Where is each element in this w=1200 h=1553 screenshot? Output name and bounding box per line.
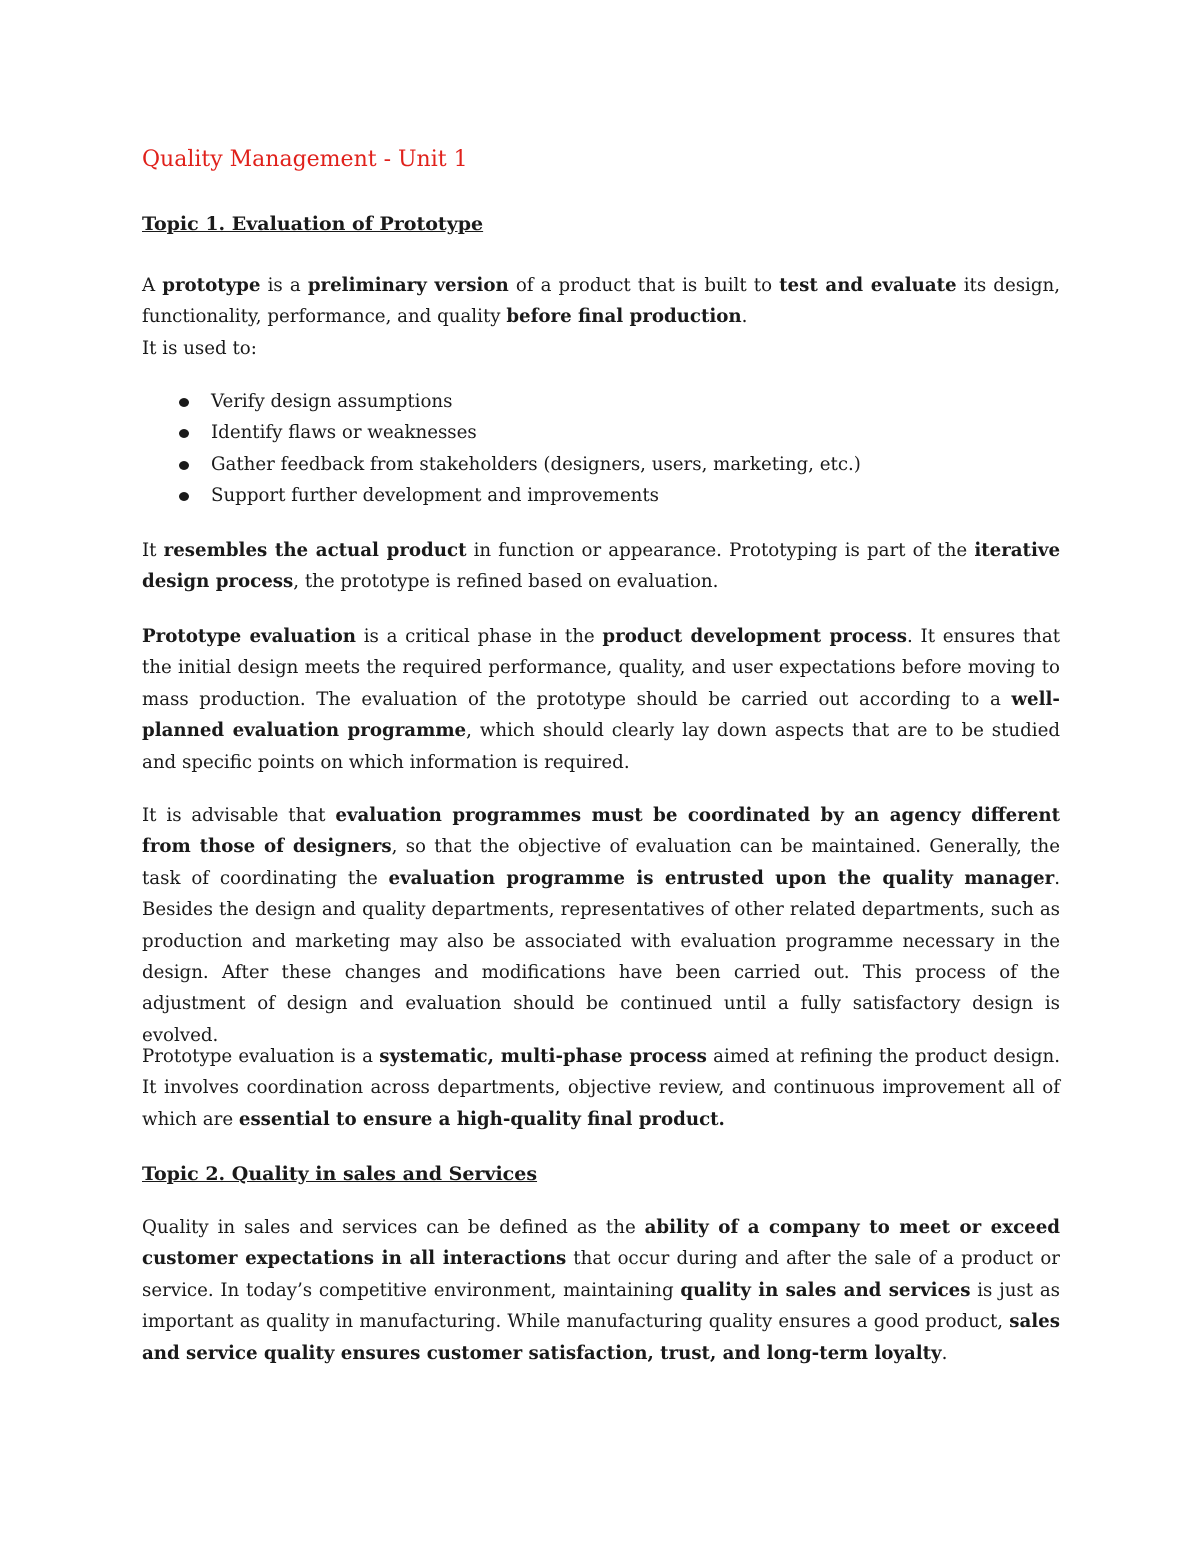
text-run: is a critical phase in the: [355, 626, 603, 647]
list-item: [142, 386, 861, 417]
list-item-text: Verify design assumptions: [211, 391, 453, 412]
bold-text-run: before final production: [506, 306, 742, 328]
bold-text-run: resembles the actual product: [163, 540, 467, 561]
bold-text-run: well-planned evaluation programme: [142, 688, 1060, 742]
text-run: its design, functionality, performance, and quality: [142, 275, 1060, 328]
text-run: aimed at refining the product design. It involves coordination across departments, objective review, and continuous improvement all of which are: [142, 1046, 1060, 1130]
evaluation-coordination-paragraph: [142, 800, 1060, 1051]
sales-quality-paragraph: [142, 1212, 1060, 1369]
list-item-text: Gather feedback from stakeholders (designers, users, marketing, etc.): [211, 453, 861, 475]
text-run: that occur during and after the sale of a product or service. In today’s competitive environment, maintaining: [142, 1248, 1060, 1301]
text-run: Quality in sales and services can be defined as the: [142, 1217, 645, 1238]
bullet-icon: [179, 492, 189, 501]
bold-text-run: preliminary version: [307, 275, 509, 296]
bold-text-run: sales and service quality ensures customer satisfaction, trust, and long-term loyalty: [142, 1311, 1060, 1364]
bold-text-run: systematic, multi-phase process: [379, 1046, 707, 1067]
list-item-text: Support further development and improvements: [211, 485, 659, 507]
text-run: , the prototype is refined based on evaluation.: [293, 571, 719, 593]
text-run: , which should clearly lay down aspects that are to be studied and specific points on which information is required.: [142, 720, 1060, 773]
text-run: A: [142, 275, 163, 296]
text-run: . It ensures that the initial design meets the required performance, quality, and user expectations before moving to mass production. The evaluation of the prototype should be carried out according to a: [142, 626, 1061, 710]
list-item-text: Identify flaws or weaknesses: [211, 422, 477, 444]
document-title: Quality Management - Unit 1: [142, 147, 468, 172]
text-run: in function or appearance. Prototyping is part of the: [466, 540, 975, 561]
bold-text-run: evaluation programme is entrusted upon the quality manager: [388, 867, 1055, 889]
used-to-label: It is used to:: [142, 338, 257, 359]
resembles-paragraph: [142, 535, 1060, 598]
bold-text-run: quality in sales and services: [680, 1279, 971, 1301]
text-run: , so that the objective of evaluation can be maintained. Generally, the task of coordinating the: [142, 836, 1060, 889]
bold-text-run: evaluation programmes must be coordinated by an agency different from those of designers: [142, 805, 1061, 858]
topic-1-heading: Topic 1. Evaluation of Prototype: [142, 213, 484, 235]
bold-text-run: Prototype evaluation: [142, 626, 356, 647]
bold-text-run: prototype: [162, 275, 261, 296]
bullet-icon: [179, 429, 189, 438]
text-run: of a product that is built to: [508, 275, 780, 296]
text-run: .: [941, 1342, 948, 1364]
prototype-evaluation-paragraph: [142, 621, 1060, 778]
prototype-uses-list: [142, 386, 861, 512]
bold-text-run: ability of a company to meet or exceed customer expectations in all interactions: [142, 1217, 1060, 1270]
text-run: Prototype evaluation is a: [142, 1046, 380, 1067]
evaluation-summary-paragraph: [142, 1041, 1060, 1135]
text-run: . Besides the design and quality departments, representatives of other related departments, such as production and marketing may also be associated with evaluation programme necessary in the design. After these changes and modifications have been carried out. This process of the adjustment of design and evaluation should be continued until a fully satisfactory design is evolved.: [142, 867, 1060, 1046]
list-item: [142, 480, 861, 511]
bold-text-run: product development process: [602, 626, 908, 647]
bullet-icon: [179, 398, 189, 407]
text-run: is just as important as quality in manufacturing. While manufacturing quality ensures a good product,: [142, 1279, 1061, 1333]
bold-text-run: essential to ensure a high-quality final product.: [238, 1108, 725, 1130]
text-run: is a: [260, 275, 308, 296]
text-run: It: [142, 540, 164, 561]
text-run: It is advisable that: [142, 805, 336, 826]
bullet-icon: [179, 461, 189, 470]
bold-text-run: test and evaluate: [779, 275, 957, 296]
topic-2-heading: Topic 2. Quality in sales and Services: [142, 1163, 538, 1185]
prototype-definition-paragraph: [142, 270, 1060, 333]
text-run: .: [741, 306, 748, 328]
list-item: [142, 449, 861, 480]
list-item: [142, 417, 861, 448]
bold-text-run: iterative design process: [142, 540, 1061, 593]
